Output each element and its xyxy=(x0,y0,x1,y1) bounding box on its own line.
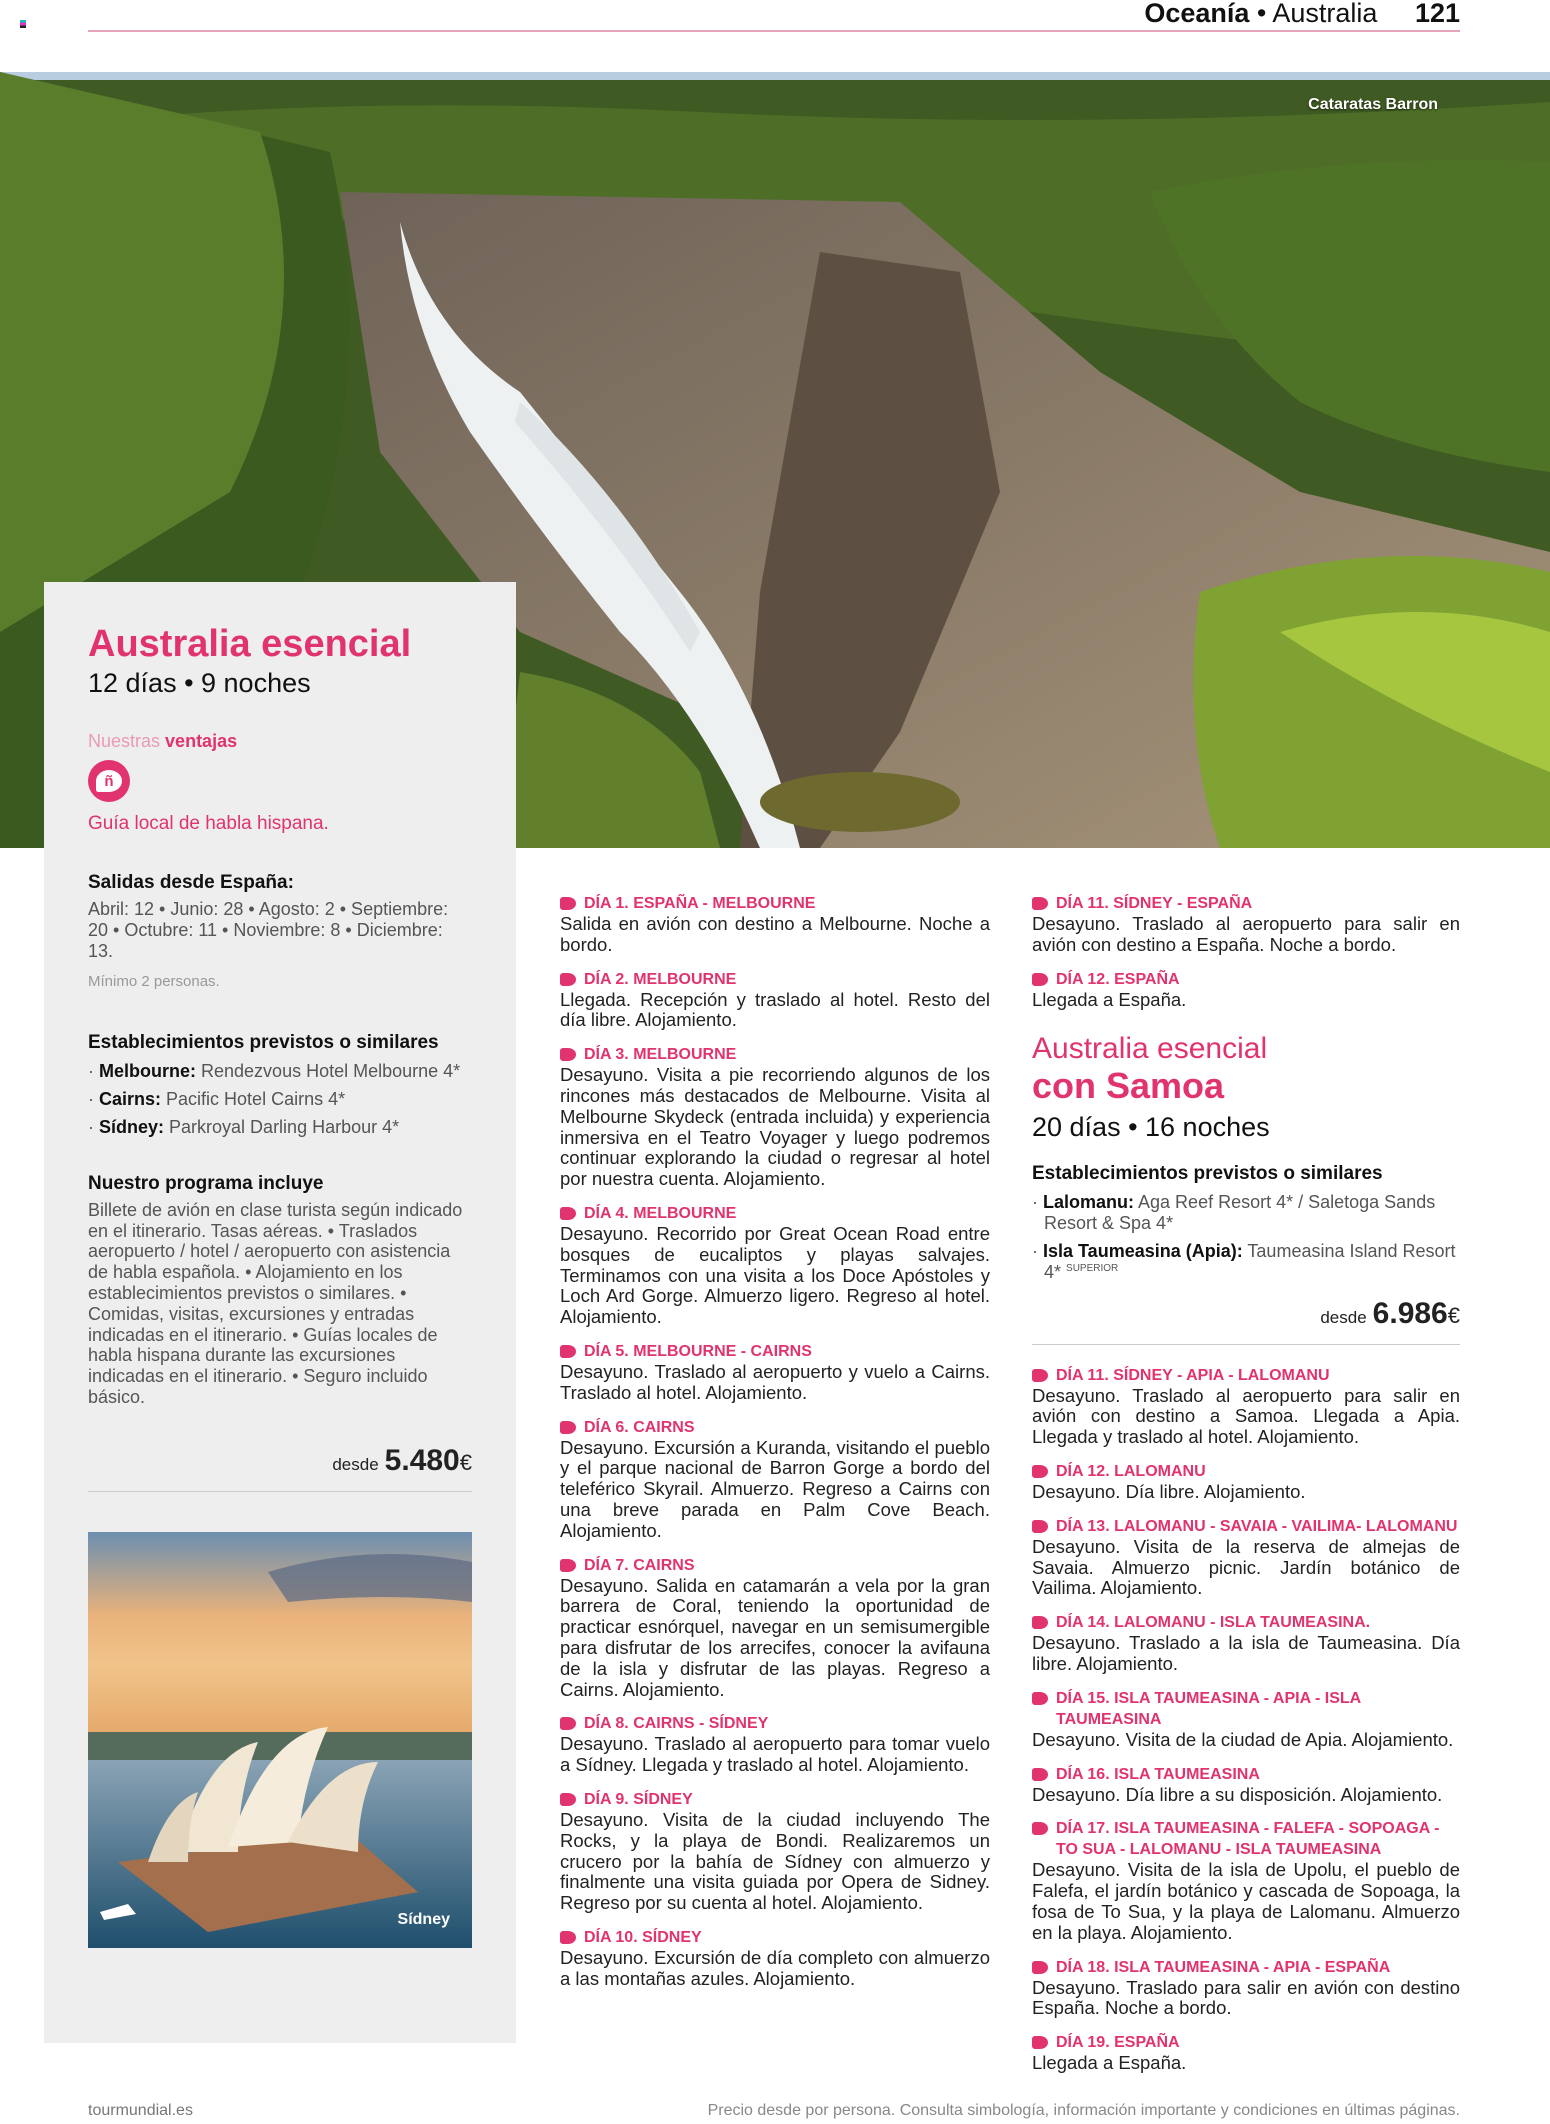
header-region: Oceanía xyxy=(1144,0,1250,28)
day-heading xyxy=(560,1417,990,1438)
header-divider xyxy=(88,30,1460,32)
samoa-establecimientos-heading: Establecimientos previstos o similares xyxy=(1032,1163,1383,1185)
day-bullet-icon xyxy=(560,973,576,986)
establecimiento-item: · Cairns: Pacific Hotel Cairns 4* xyxy=(88,1089,346,1110)
itinerary-day xyxy=(560,893,990,956)
photo-caption: Sídney xyxy=(397,1910,450,1928)
itinerary-days-samoa xyxy=(1032,1365,1460,2074)
itinerary-day xyxy=(1032,1818,1460,1943)
price-block xyxy=(88,1444,472,1492)
day-title: DÍA 3. MELBOURNE xyxy=(584,1046,737,1064)
day-title: DÍA 8. CAIRNS - SÍDNEY xyxy=(584,1715,769,1733)
itinerary-day xyxy=(1032,1764,1460,1806)
day-description: Desayuno. Día libre. Alojamiento. xyxy=(1032,1480,1306,1502)
day-description: Desayuno. Visita de la ciudad incluyendo The Rocks, y la playa de Bondi. Realizaremos un crucero por la bahía de Sídney con almuerzo y finalmente una visita guiada por Opera de Sidney. Regreso por su cuenta al hotel. Alojamiento. xyxy=(560,1808,990,1914)
day-heading xyxy=(560,969,990,990)
day-bullet-icon xyxy=(1032,1520,1048,1533)
day-bullet-icon xyxy=(560,1421,576,1434)
day-heading xyxy=(1032,1688,1460,1730)
page-number: 121 xyxy=(1414,0,1460,28)
day-bullet-icon xyxy=(1032,1369,1048,1382)
day-bullet-icon xyxy=(560,1345,576,1358)
day-title: DÍA 15. ISLA TAUMEASINA - APIA - ISLA TAUMEASINA xyxy=(1056,1689,1361,1728)
salidas-dates: Abril: 12 • Junio: 28 • Agosto: 2 • Septiembre: 20 • Octubre: 11 • Noviembre: 8 • Diciembre: 13. xyxy=(88,899,449,961)
day-bullet-icon xyxy=(560,1559,576,1572)
day-title: DÍA 6. CAIRNS xyxy=(584,1418,695,1436)
samoa-price-label: desde xyxy=(1320,1307,1367,1327)
day-heading xyxy=(1032,1764,1460,1785)
day-bullet-icon xyxy=(560,1048,576,1061)
day-bullet-icon xyxy=(1032,2036,1048,2049)
establecimiento-hotel: Parkroyal Darling Harbour 4* xyxy=(169,1116,400,1137)
samoa-establecimientos-list xyxy=(1032,1192,1460,1282)
day-heading xyxy=(560,1341,990,1362)
day-bullet-icon xyxy=(1032,1768,1048,1781)
day-title: DÍA 1. ESPAÑA - MELBOURNE xyxy=(584,895,816,912)
day-heading xyxy=(1032,1612,1460,1633)
establecimientos-list xyxy=(88,1061,472,1137)
price-currency: € xyxy=(459,1449,472,1475)
itinerary-column-1 xyxy=(560,893,990,2002)
day-description: Desayuno. Excursión de día completo con almuerzo a las montañas azules. Alojamiento. xyxy=(560,1946,990,1989)
price-label: desde xyxy=(332,1454,379,1474)
establecimiento-item: · Lalomanu: Aga Reef Resort 4* / Saletoga Sands Resort & Spa 4* xyxy=(1032,1192,1436,1234)
price-value: 5.480 xyxy=(384,1443,460,1477)
samoa-title-line1: Australia esencial xyxy=(1032,1032,1268,1066)
day-title: DÍA 7. CAIRNS xyxy=(584,1556,695,1574)
day-heading xyxy=(1032,1365,1460,1386)
samoa-duration: 20 días • 16 noches xyxy=(1032,1112,1270,1143)
day-bullet-icon xyxy=(560,1793,576,1806)
day-description: Desayuno. Visita de la isla de Upolu, el pueblo de Falefa, el jardín botánico y cascada de Sopoaga, la fosa de To Sua, y la playa de Lalomanu. Almuerzo en la playa. Alojamiento. xyxy=(1032,1859,1460,1943)
day-title: DÍA 12. ESPAÑA xyxy=(1056,970,1180,988)
day-heading xyxy=(560,893,990,914)
itinerary-column-2 xyxy=(1032,893,1460,2087)
sydney-opera-house-photo xyxy=(88,1532,472,1948)
day-heading xyxy=(1032,2032,1460,2053)
establecimientos-heading: Establecimientos previstos o similares xyxy=(88,1032,439,1054)
itinerary-day xyxy=(560,1341,990,1404)
day-description: Desayuno. Traslado a la isla de Taumeasina. Día libre. Alojamiento. xyxy=(1032,1632,1460,1674)
day-bullet-icon xyxy=(560,897,576,910)
day-description: Desayuno. Día libre a su disposición. Alojamiento. xyxy=(1032,1783,1443,1805)
day-bullet-icon xyxy=(560,1931,576,1944)
establecimiento-hotel: Rendezvous Hotel Melbourne 4* xyxy=(201,1061,461,1082)
itinerary-days-australia-end xyxy=(1032,893,1460,1010)
itinerary-day xyxy=(1032,2032,1460,2074)
header-separator: • xyxy=(1256,0,1267,28)
spanish-guide-icon-letter: ñ xyxy=(96,770,122,792)
day-description: Desayuno. Traslado al aeropuerto y vuelo a Cairns. Traslado al hotel. Alojamiento. xyxy=(560,1360,990,1403)
day-bullet-icon xyxy=(560,1717,576,1730)
samoa-price-currency: € xyxy=(1447,1302,1460,1328)
itinerary-day xyxy=(1032,1461,1460,1503)
day-description: Desayuno. Traslado al aeropuerto para tomar vuelo a Sídney. Llegada y traslado al hotel. Alojamiento. xyxy=(560,1733,990,1776)
day-bullet-icon xyxy=(560,1207,576,1220)
minimo-note: Mínimo 2 personas. xyxy=(88,973,220,991)
day-heading xyxy=(1032,1461,1460,1482)
day-description: Salida en avión con destino a Melbourne. Noche a bordo. xyxy=(560,913,990,955)
tour-title: Australia esencial xyxy=(88,623,412,665)
day-description: Desayuno. Visita de la ciudad de Apia. Alojamiento. xyxy=(1032,1728,1454,1750)
day-title: DÍA 10. SÍDNEY xyxy=(584,1928,702,1946)
itinerary-day xyxy=(560,1044,990,1190)
establecimiento-hotel: Taumeasina Island Resort 4* xyxy=(1044,1240,1456,1282)
itinerary-day xyxy=(560,1927,990,1990)
day-title: DÍA 16. ISLA TAUMEASINA xyxy=(1056,1765,1260,1783)
establecimiento-city: Lalomanu: xyxy=(1043,1192,1135,1213)
day-bullet-icon xyxy=(1032,1692,1048,1705)
guia-text: Guía local de habla hispana. xyxy=(88,813,329,834)
establecimiento-city: Cairns: xyxy=(99,1089,162,1110)
header-country: Australia xyxy=(1272,0,1378,28)
day-description: Desayuno. Visita de la reserva de almejas de Savaia. Almuerzo picnic. Jardín botánico de Vailima. Alojamiento. xyxy=(1032,1535,1460,1599)
ventajas-word: ventajas xyxy=(165,731,238,751)
day-description: Desayuno. Traslado al aeropuerto para salir en avión con destino a Samoa. Llegada a Apia. Llegada y traslado al hotel. Alojamiento. xyxy=(1032,1384,1460,1448)
itinerary-day xyxy=(1032,1365,1460,1448)
establecimiento-hotel: Aga Reef Resort 4* / Saletoga Sands Resort & Spa 4* xyxy=(1044,1192,1436,1234)
itinerary-day xyxy=(560,1203,990,1328)
day-heading xyxy=(1032,1818,1460,1860)
day-title: DÍA 4. MELBOURNE xyxy=(584,1204,737,1222)
tour-duration: 12 días • 9 noches xyxy=(88,668,311,698)
incluye-heading: Nuestro programa incluye xyxy=(88,1172,324,1194)
establecimiento-city: Isla Taumeasina (Apia): xyxy=(1043,1240,1243,1261)
establecimiento-item: · Sídney: Parkroyal Darling Harbour 4* xyxy=(88,1116,400,1137)
day-bullet-icon xyxy=(1032,1822,1048,1835)
samoa-price-value: 6.986 xyxy=(1372,1296,1448,1330)
itinerary-day xyxy=(1032,1957,1460,2020)
day-title: DÍA 17. ISLA TAUMEASINA - FALEFA - SOPOAGA - TO SUA - LALOMANU - ISLA TAUMEASINA xyxy=(1056,1820,1440,1859)
day-description: Desayuno. Visita a pie recorriendo algunos de los rincones más destacados de Melbourne. Visita al Melbourne Skydeck (entrada incluida) y experiencia inmersiva en el Teatro Voyager y luego podremos continuar explorando la ciudad o regresar al hotel por nuestra cuenta. Alojamiento. xyxy=(560,1064,990,1190)
footer-note: Precio desde por persona. Consulta simbología, información importante y condiciones en últimas páginas. xyxy=(707,2102,1460,2119)
day-heading xyxy=(560,1044,990,1065)
day-description: Llegada a España. xyxy=(1032,2052,1187,2074)
day-heading xyxy=(560,1555,990,1576)
establecimiento-city: Sídney: xyxy=(99,1116,165,1137)
day-heading xyxy=(1032,1516,1460,1537)
ventajas-label xyxy=(88,730,472,752)
day-description: Desayuno. Excursión a Kuranda, visitando el pueblo y el parque nacional de Barron Gorge a bordo del teleférico Skyrail. Almuerzo. Regreso a Cairns con una breve parada en Palm Cove Beach. Alojamiento. xyxy=(560,1436,990,1541)
day-title: DÍA 18. ISLA TAUMEASINA - APIA - ESPAÑA xyxy=(1056,1958,1391,1976)
day-bullet-icon xyxy=(1032,1465,1048,1478)
salidas-heading: Salidas desde España: xyxy=(88,872,294,893)
itinerary-day xyxy=(560,1713,990,1776)
day-description: Desayuno. Traslado para salir en avión con destino España. Noche a bordo. xyxy=(1032,1976,1460,2019)
hero-caption: Cataratas Barron xyxy=(1308,96,1438,113)
incluye-text: Billete de avión en clase turista según indicado en el itinerario. Tasas aéreas. • Traslados aeropuerto / hotel / aeropuerto con asistencia de habla española. • Alojamiento en los establecimientos previstos o similares. • Comidas, visitas, excursiones y entradas indicadas en el itinerario. • Guías locales de habla hispana durante las excursiones indicadas en el itinerario. • Seguro incluido básico. xyxy=(88,1199,463,1407)
establecimiento-item: · Melbourne: Rendezvous Hotel Melbourne 4* xyxy=(88,1061,461,1082)
itinerary-day xyxy=(1032,969,1460,1011)
day-title: DÍA 19. ESPAÑA xyxy=(1056,2034,1180,2052)
day-heading xyxy=(1032,969,1460,990)
day-description: Llegada a España. xyxy=(1032,988,1187,1010)
page-header xyxy=(1144,0,1460,28)
day-title: DÍA 12. LALOMANU xyxy=(1056,1462,1206,1480)
day-title: DÍA 14. LALOMANU - ISLA TAUMEASINA. xyxy=(1056,1614,1371,1632)
day-title: DÍA 13. LALOMANU - SAVAIA - VAILIMA- LALOMANU xyxy=(1056,1517,1458,1535)
establecimiento-item: · Isla Taumeasina (Apia): Taumeasina Island Resort 4* $^{SUPERIOR}$ xyxy=(1032,1240,1456,1282)
day-heading xyxy=(560,1927,990,1948)
day-bullet-icon xyxy=(1032,897,1048,910)
day-bullet-icon xyxy=(1032,1616,1048,1629)
day-description: Llegada. Recepción y traslado al hotel. Resto del día libre. Alojamiento. xyxy=(560,988,990,1031)
footer-website: tourmundial.es xyxy=(88,2102,193,2119)
day-heading xyxy=(560,1203,990,1224)
day-heading xyxy=(560,1789,990,1810)
day-bullet-icon xyxy=(1032,973,1048,986)
day-heading xyxy=(1032,893,1460,914)
day-title: DÍA 11. SÍDNEY - APIA - LALOMANU xyxy=(1056,1366,1330,1384)
day-title: DÍA 11. SÍDNEY - ESPAÑA xyxy=(1056,895,1253,912)
day-heading xyxy=(560,1713,990,1734)
ventajas-prefix: Nuestras xyxy=(88,731,161,751)
itinerary-day xyxy=(560,1417,990,1542)
itinerary-day xyxy=(1032,1612,1460,1675)
hotel-category-superscript: SUPERIOR xyxy=(1066,1262,1119,1274)
samoa-title-line2: con Samoa xyxy=(1032,1065,1225,1107)
day-title: DÍA 2. MELBOURNE xyxy=(584,970,737,988)
day-heading xyxy=(1032,1957,1460,1978)
itinerary-day xyxy=(1032,1516,1460,1599)
print-color-marks xyxy=(20,20,26,28)
day-description: Desayuno. Salida en catamarán a vela por la gran barrera de Coral, teniendo la oportunidad de practicar esnórquel, navegar en un semisumergible para disfrutar de los arrecifes, conocer la avifauna de la isla y disfrutar de las playas. Regreso a Cairns. Alojamiento. xyxy=(560,1574,990,1700)
itinerary-day xyxy=(1032,893,1460,956)
tour-summary xyxy=(88,622,472,1948)
spanish-guide-icon xyxy=(88,760,130,802)
day-bullet-icon xyxy=(1032,1961,1048,1974)
itinerary-day xyxy=(560,969,990,1032)
day-title: DÍA 5. MELBOURNE - CAIRNS xyxy=(584,1342,812,1360)
itinerary-day xyxy=(560,1789,990,1914)
establecimiento-city: Melbourne: xyxy=(99,1061,196,1082)
day-title: DÍA 9. SÍDNEY xyxy=(584,1790,693,1808)
itinerary-day xyxy=(560,1555,990,1701)
day-description: Desayuno. Traslado al aeropuerto para salir en avión con destino a España. Noche a bordo. xyxy=(1032,913,1460,955)
itinerary-day xyxy=(1032,1688,1460,1751)
samoa-price-block xyxy=(1032,1297,1460,1345)
establecimiento-hotel: Pacific Hotel Cairns 4* xyxy=(166,1089,346,1110)
day-description: Desayuno. Recorrido por Great Ocean Road entre bosques de eucaliptos y playas salvajes. Terminamos con una visita a los Doce Apóstoles y Loch Ard Gorge. Almuerzo ligero. Regreso al hotel. Alojamiento. xyxy=(560,1222,990,1328)
